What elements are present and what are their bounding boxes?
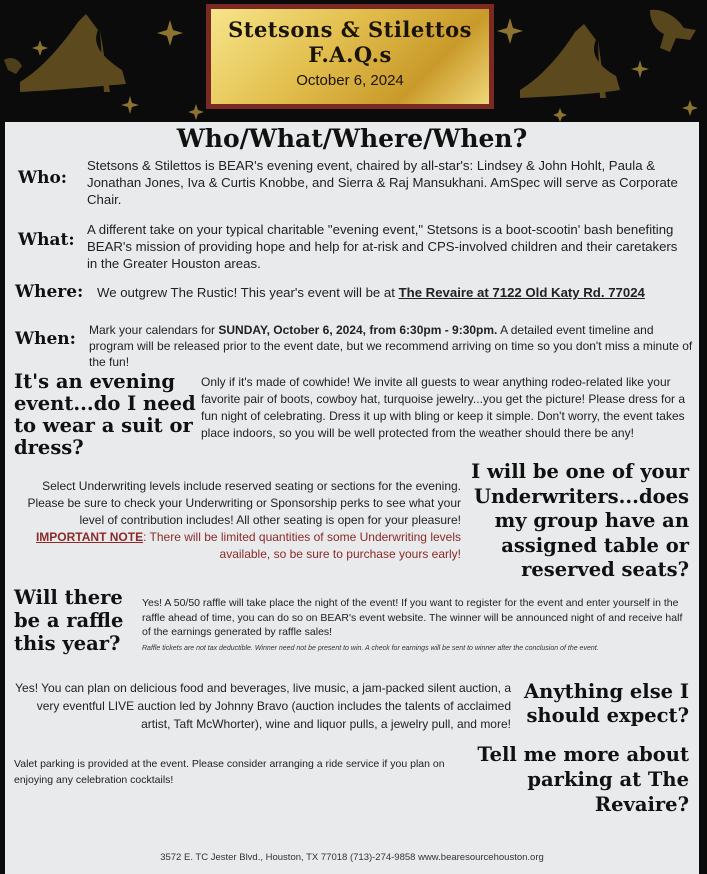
expect-answer: Yes! You can plan on delicious food and beverages, live music, a jam-packed silent auction, a very eventful LIVE auction led by Johnny Bravo (auction includes the talents of acclaimed artist, Taft McWhorter), wine and liquor pulls, a jewelry pull, and more! — [15, 681, 511, 731]
when-answer — [89, 322, 693, 370]
important-note-text: : There will be limited quantities of some Underwriting levels available, so be sure to purchase yours early! — [143, 530, 461, 561]
where-label: Where: — [15, 282, 84, 302]
what-label: What: — [18, 230, 75, 250]
raffle-fine-print: Raffle tickets are not tax deductible. Winner need not be present to win. A check for earnings will be sent to winner after the conclusion of the event. — [142, 645, 599, 652]
raffle-answer: Yes! A 50/50 raffle will take place the night of the event! If you want to register for the event and enter yourself in the raffle ahead of time, you can do so on BEAR's event website. The winner will be announced night of and receive half of the earnings generated by raffle sales! — [142, 597, 683, 638]
important-note — [15, 529, 461, 563]
what-answer: A different take on your typical charitable "evening event," Stetsons is a boot-scootin' bash benefiting BEAR's mission of providing hope and help for at-risk and CPS-involved children and their caretakers in the Greater Houston areas. — [87, 222, 678, 271]
expect-question: Anything else I should expect? — [524, 680, 689, 727]
when-text-before: Mark your calendars for — [89, 323, 216, 337]
stiletto-icon — [520, 24, 620, 98]
venue-address: The Revaire at 7122 Old Katy Rd. 77024 — [398, 285, 645, 300]
underwriters-question: I will be one of your Underwriters...does my group have an assigned table or reserved seats? — [471, 460, 689, 581]
parking-answer: Valet parking is provided at the event. Please consider arranging a ride service if you plan on enjoying any celebration cocktails! — [14, 758, 445, 786]
title-plate — [206, 4, 494, 109]
attire-question: It's an evening event...do I need to wear a suit or dress? — [14, 370, 196, 459]
parking-question: Tell me more about parking at The Revaire? — [477, 743, 689, 816]
section-heading: Who/What/Where/When? — [176, 124, 528, 153]
raffle-question: Will there be a raffle this year? — [14, 586, 124, 655]
who-label: Who: — [18, 168, 68, 188]
horse-icon — [650, 10, 696, 52]
footer-contact: 3572 E. TC Jester Blvd., Houston, TX 77018 (713)-274-9858 www.bearesourcehouston.org — [160, 852, 544, 863]
underwriters-text: Select Underwriting levels include reserved seating or sections for the evening. Please be sure to check your Underwriting or Sponsorship perks to see what your level of contribution includes! All other seating is open for your pleasure! — [27, 479, 461, 527]
attire-answer: Only if it's made of cowhide! We invite all guests to wear anything rodeo-related like your favorite pair of boots, cowboy hat, turquoise jewelry...you get the picture! Please dress for a fun night of celebrating. Dress it up with bling or keep it simple. Don't worry, the event takes place indoors, so you will be well protected from the weather should there be any! — [201, 375, 686, 440]
event-date: October 6, 2024 — [296, 72, 404, 89]
important-note-label: IMPORTANT NOTE — [35, 530, 144, 544]
who-answer: Stetsons & Stilettos is BEAR's evening event, chaired by all-star's: Lindsey & John Hohlt, Paula & Jonathan Jones, Iva & Curtis Knobbe, and Sierra & Raj Mansukhani. AmSpec will serve as Corporate Chair. — [87, 158, 678, 207]
when-date: SUNDAY, October 6, 2024, from 6:30pm - 9:30pm. — [218, 323, 498, 337]
when-text-after: A detailed event timeline and program will be released prior to the event date, but we recommend arriving on time so you don't miss a minute of the fun! — [89, 323, 693, 369]
where-text: We outgrew The Rustic! This year's event will be at — [97, 285, 395, 300]
stiletto-icon — [20, 14, 126, 92]
faq-title: F.A.Q.s — [308, 42, 392, 67]
where-answer — [97, 284, 697, 301]
faq-panel — [5, 122, 699, 874]
underwriters-answer — [15, 478, 461, 529]
horse-icon — [4, 58, 22, 74]
title-inner — [211, 9, 489, 104]
event-title: Stetsons & Stilettos — [228, 17, 472, 42]
when-label: When: — [15, 329, 76, 349]
